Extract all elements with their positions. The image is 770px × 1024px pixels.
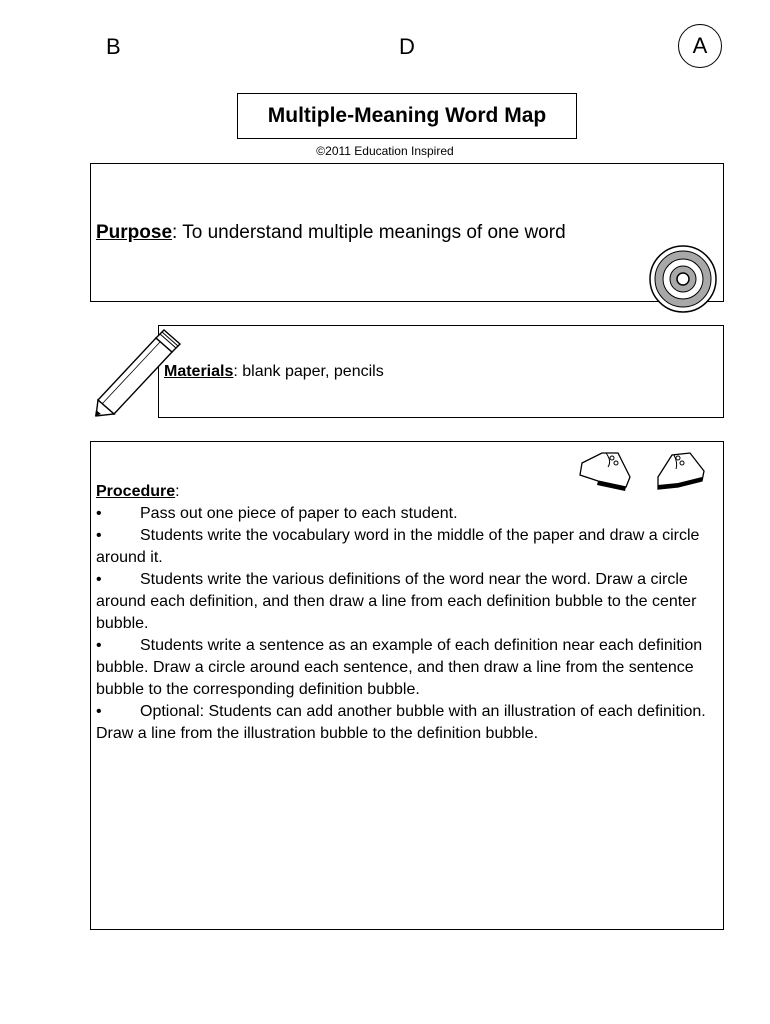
header-letter-d: D	[399, 34, 415, 59]
procedure-colon: :	[175, 483, 180, 500]
procedure-step-text: Optional: Students can add another bubble with an illustration of each definition. Draw a line from the illustration bubble to the definition bubble.	[96, 703, 706, 742]
procedure-step	[96, 635, 722, 701]
procedure-step-text: Students write the vocabulary word in the middle of the paper and draw a circle around it.	[96, 527, 700, 566]
target-icon	[648, 244, 718, 314]
header-letter-a-circle	[678, 24, 722, 68]
bullet: •	[96, 637, 102, 654]
page-title-box	[237, 93, 577, 139]
materials-label: Materials	[164, 363, 234, 380]
procedure-step	[96, 701, 722, 745]
header-letter-b: B	[106, 34, 121, 59]
copyright-notice: ©2011 Education Inspired	[316, 144, 454, 158]
bullet: •	[96, 571, 102, 588]
materials-line	[164, 362, 384, 382]
procedure-section	[96, 481, 722, 745]
procedure-heading	[96, 481, 722, 503]
procedure-label: Procedure	[96, 483, 176, 500]
purpose-line	[96, 221, 566, 245]
procedure-step	[96, 569, 722, 635]
procedure-step-text: Students write a sentence as an example of each definition near each definition bubble. Draw a circle around each sentence, and then draw a line from the sentence bubble to the corresponding definition bubble.	[96, 637, 703, 698]
procedure-step	[96, 525, 722, 569]
page-title: Multiple-Meaning Word Map	[267, 104, 547, 127]
procedure-step-text: Pass out one piece of paper to each student.	[140, 505, 458, 522]
header-letter-a: A	[692, 33, 708, 58]
purpose-text: : To understand multiple meanings of one word	[172, 222, 566, 243]
materials-text: : blank paper, pencils	[233, 363, 384, 380]
procedure-step	[96, 503, 722, 525]
bullet: •	[96, 703, 102, 720]
bullet: •	[96, 505, 102, 522]
purpose-label: Purpose	[96, 222, 173, 243]
procedure-step-text: Students write the various definitions of the word near the word. Draw a circle around each definition, and then draw a line from each definition bubble to the center bubble.	[96, 571, 697, 632]
bullet: •	[96, 527, 102, 544]
